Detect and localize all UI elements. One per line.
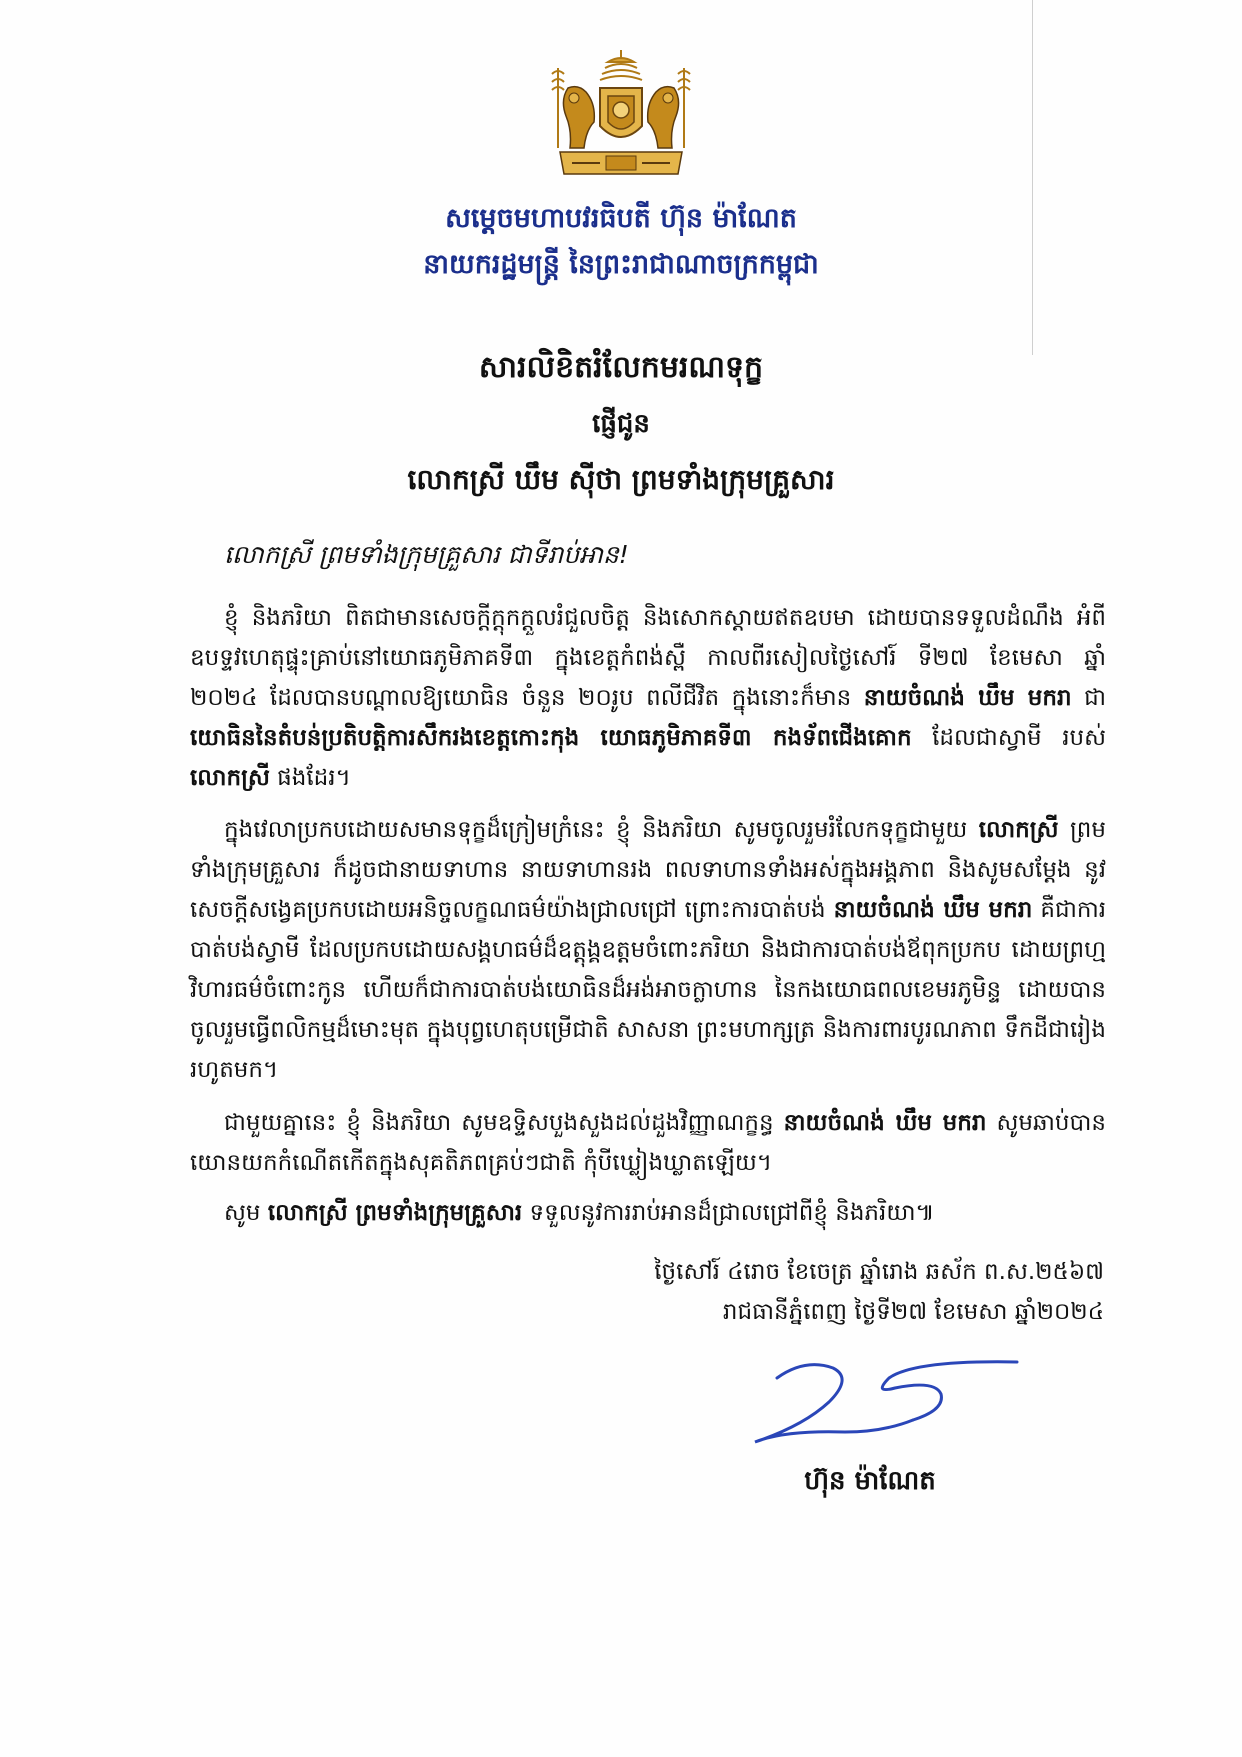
scan-edge-line [1032,0,1033,355]
p1-bold-recipient: លោកស្រី [190,765,270,791]
sender-title: នាយករដ្ឋមន្ត្រី នៃព្រះរាជាណាចក្រកម្ពុជា [423,249,819,280]
p2-bold-name: នាយចំណង់ ឃឹម មករា [833,897,1033,923]
paragraph-4 [190,1193,1106,1233]
recipient-line: លោកស្រី ឃឹម ស៊ីថា ព្រមទាំងក្រុមគ្រួសារ [407,463,835,496]
p2-text-2: ព្រមទាំងក្រុមគ្រួសារ ក៏ដូចជានាយទាហាន នាយទាហានរង ពលទាហានទាំងអស់ក្នុងអង្គភាព និងសូមសម្តែង នូវសេចក្តីសង្វេគប្រកបដោយអនិច្ចលក្ខណធម៌យ៉ាងជ្រាលជ្រៅ ព្រោះការបាត់បង់ [190,817,1107,923]
p4-bold-recipient: លោកស្រី ព្រមទាំងក្រុមគ្រួសារ [267,1200,523,1226]
p4-text-2: ទទួលនូវការរាប់អានដ៏ជ្រាលជ្រៅពីខ្ញុំ និងភរិយា៕ [529,1200,935,1226]
lunar-date: ថ្ងៃសៅរ៍ ៤រោច ខែចេត្រ ឆ្នាំរោង ឆស័ក ព.ស.២៥៦៧ [654,1259,1104,1285]
p3-text-2: សូមឆាប់បានយោនយកកំណើតកើតក្នុងសុគតិភពគ្រប់ៗជាតិ កុំបីឃ្លៀងឃ្លាតឡើយ។ [190,1110,1106,1176]
p1-text-4: ផងដែរ។ [277,765,351,791]
handwritten-signature [745,1350,1025,1450]
sent-to-label: ផ្ញើជូន [592,409,650,439]
p3-bold-name: នាយចំណង់ ឃឹម មករា [783,1110,987,1136]
royal-arms-emblem [550,48,692,180]
p2-text-1: ក្នុងវេលាប្រកបដោយសមានទុក្ខដ៏ក្រៀមក្រំនេះ ខ្ញុំ និងភរិយា សូមចូលរួមរំលែកទុក្ខជាមួយ [224,817,968,843]
paragraph-2 [190,810,1106,1090]
p1-text-2: ជា [1084,685,1106,711]
p4-text-1: សូម [224,1200,261,1226]
p1-bold-unit: យោធិននៃតំបន់ប្រតិបត្តិការសឹករងខេត្តកោះកុង យោធភូមិភាគទី៣ កងទ័ពជើងគោក [190,725,912,751]
p2-bold-recipient: លោកស្រី [978,817,1059,843]
paragraph-3 [190,1103,1106,1183]
p3-text-1: ជាមួយគ្នានេះ ខ្ញុំ និងភរិយា សូមឧទ្ទិសបួងសួងដល់ដួងវិញ្ញាណក្ខន្ធ [224,1110,774,1136]
letter-title: សារលិខិតរំលែកមរណទុក្ខ [478,350,764,385]
p1-text-1: ខ្ញុំ និងភរិយា ពិតជាមានសេចក្តីក្តុកក្តួលរំជួលចិត្ត និងសោកស្តាយឥតឧបមា ដោយបានទទួលដំណឹង អំពីឧបទ្ទវហេតុផ្ទុះគ្រាប់នៅយោធភូមិភាគទី៣ ក្នុងខេត្តកំពង់ស្ពឺ កាលពីរសៀលថ្ងៃសៅរ៍ ទី២៧ ខែមេសា ឆ្នាំ ២០២៤ ដែលបានបណ្តាលឱ្យយោធិន ចំនួន ២០រូប ពលីជីវិត ក្នុងនោះក៏មាន [190,605,1106,711]
paragraph-1 [190,598,1106,798]
p1-bold-name: នាយចំណង់ ឃឹម មករា [863,685,1072,711]
p2-text-3: គឺជាការបាត់បង់ស្វាមី ដែលប្រកបដោយសង្គហធម៌ដ៏ឧត្តុង្គឧត្តមចំពោះភរិយា និងជាការបាត់បង់ឪពុកប្រកប ដោយព្រហ្មវិហារធម៌ចំពោះកូន ហើយក៏ជាការបាត់បង់យោធិនដ៏អង់អាចក្លាហាន នៃកងយោធពលខេមរភូមិន្ទ ដោយបានចូលរួមធ្វើពលិកម្មដ៏មោះមុត ក្នុងបុព្វហេតុបម្រើជាតិ សាសនា ព្រះមហាក្សត្រ និងការពារបូរណភាព ទឹកដីជារៀងរហូតមក។ [190,897,1107,1083]
solar-date: រាជធានីភ្នំពេញ ថ្ងៃទី២៧ ខែមេសា ឆ្នាំ២០២៤ [722,1299,1104,1325]
signer-name: ហ៊ុន ម៉ាណែត [804,1466,936,1496]
p1-text-3: ដែលជាស្វាមី របស់ [932,725,1106,751]
sender-name: សម្តេចមហាបវរធិបតី ហ៊ុន ម៉ាណែត [445,203,797,234]
salutation: លោកស្រី ព្រមទាំងក្រុមគ្រួសារ ជាទីរាប់អាន! [224,540,629,569]
date-block [654,1252,1104,1332]
